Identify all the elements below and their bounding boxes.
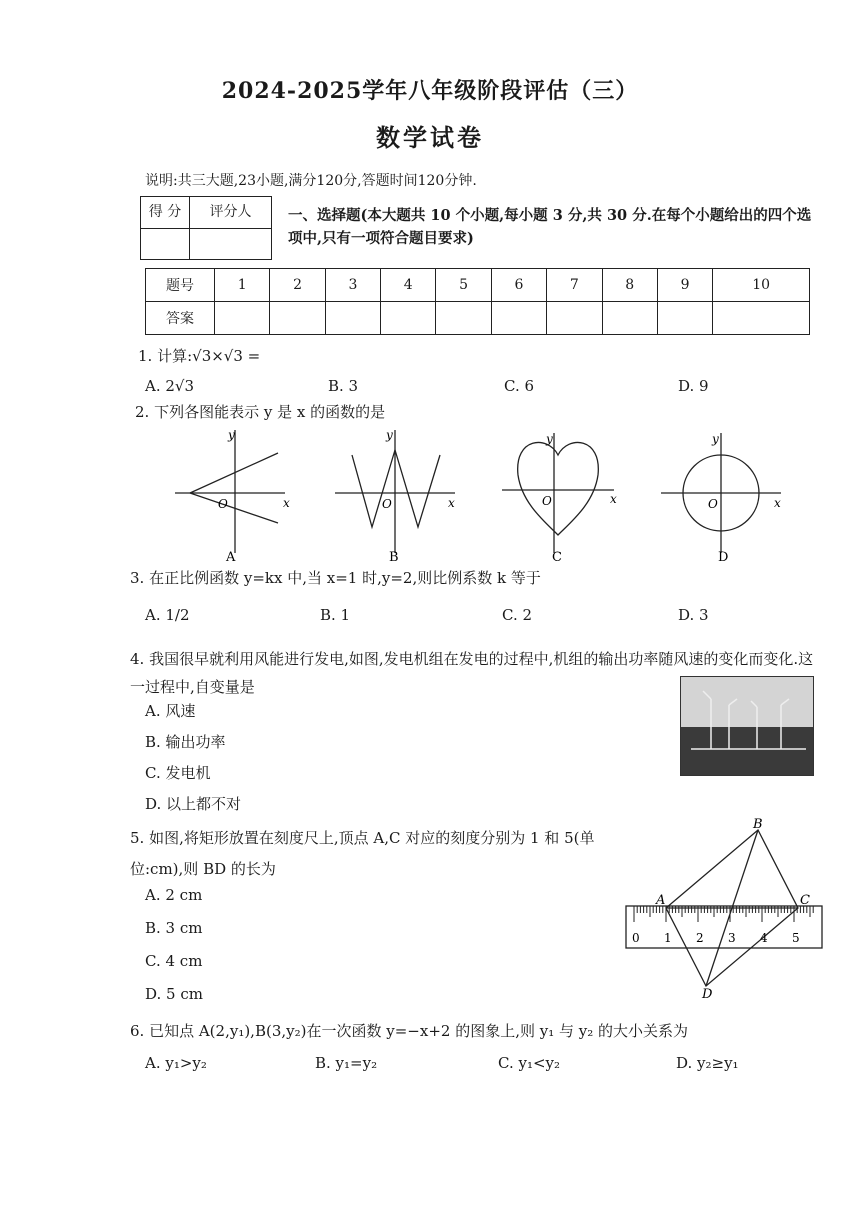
graph-a-curve [190,453,278,523]
question-1-option-a: A. 2√3 [145,377,195,395]
grader-label: 评分人 [209,204,252,220]
ruler-tick-label: 2 [696,931,704,945]
graph-d-y-label: y [712,432,719,446]
ruler-tick-label: 5 [792,931,800,945]
question-4-option-c: C. 发电机 [145,764,211,782]
vertex-b-label: B [753,818,763,832]
question-1-stem: 1. 计算:√3×√3 = [138,347,261,365]
question-5-option-b: B. 3 cm [145,919,203,937]
question-6-option-c: C. y₁<y₂ [498,1054,561,1072]
question-5-option-c: C. 4 cm [145,952,203,970]
graph-b [330,425,470,565]
question-6-option-a: A. y₁>y₂ [145,1054,207,1072]
question-4-option-a: A. 风速 [145,702,196,720]
graph-d [656,425,796,565]
question-1-option-b: B. 3 [328,377,359,395]
question-number: 1 [215,269,270,302]
question-1-option-d: D. 9 [678,377,709,395]
graph-a-label: A [226,550,236,565]
question-5-stem: 5. 如图,将矩形放置在刻度尺上,顶点 A,C 对应的刻度分别为 1 和 5(单位:cm),则 BD 的长为 [130,829,595,878]
question-number: 8 [602,269,657,302]
question-number: 5 [436,269,491,302]
question-6-option-b: B. y₁=y₂ [315,1054,378,1072]
question-6-option-d: D. y₂≥y₁ [676,1054,739,1072]
graph-d-origin-label: O [708,497,718,511]
row-label-number: 题号 [146,269,215,302]
answer-cell[interactable] [657,302,712,335]
score-box-blank-row [141,228,271,259]
exam-subtitle: 数学试卷 [376,123,484,152]
answer-cell[interactable] [713,302,810,335]
graph-c [492,425,632,565]
row-label-answer: 答案 [146,302,215,335]
exam-title: 2024-2025学年八年级阶段评估（三） [221,78,639,104]
graph-a-x-label: x [283,496,290,510]
graph-c-origin-label: O [542,494,552,508]
ruler-tick-label: 1 [664,931,672,945]
graph-b-origin-label: O [382,497,392,511]
wind-turbine-illustration [681,677,813,775]
score-box-header-row [141,197,271,229]
graph-b-label: B [389,550,399,565]
graph-a-origin-label: O [218,497,228,511]
answer-cell[interactable] [547,302,602,335]
question-number: 4 [381,269,436,302]
score-label: 得 分 [141,197,190,228]
answer-table [145,268,810,335]
answer-cell[interactable] [436,302,491,335]
answer-cell[interactable] [491,302,546,335]
graph-a-y-label: y [228,428,235,442]
answer-cell[interactable] [325,302,380,335]
graph-d-x-label: x [774,496,781,510]
question-1-option-c: C. 6 [504,377,535,395]
exam-note: 说明:共三大题,23小题,满分120分,答题时间120分钟. [145,173,477,189]
question-3-option-c: C. 2 [502,606,533,624]
vertex-d-label: D [702,987,713,1000]
question-3-stem: 3. 在正比例函数 y=kx 中,当 x=1 时,y=2,则比例系数 k 等于 [130,569,541,587]
question-6-stem: 6. 已知点 A(2,y₁),B(3,y₂)在一次函数 y=−x+2 的图象上,则 y₁ 与 y₂ 的大小关系为 [130,1022,689,1040]
section1-heading: 一、选择题(本大题共 10 个小题,每小题 3 分,共 30 分.在每个小题给出的四个选项中,只有一项符合题目要求) [288,207,812,247]
question-number: 6 [491,269,546,302]
ruler-tick-label: 0 [632,931,640,945]
question-3-option-a: A. 1/2 [145,606,190,624]
question-3-option-d: D. 3 [678,606,709,624]
question-number: 3 [325,269,380,302]
wind-turbine-photo [680,676,814,776]
question-4-stem: 4. 我国很早就利用风能进行发电,如图,发电机组在发电的过程中,机组的输出功率随风速的变化而变化.这一过程中,自变量是 [130,650,814,696]
graph-c-x-label: x [610,492,617,506]
figure-5 [620,818,824,1000]
score-box [140,196,272,260]
graph-c-label: C [552,550,562,565]
vertex-c-label: C [800,893,810,908]
question-3-option-b: B. 1 [320,606,351,624]
answer-table-answer-row [146,302,810,335]
graph-b-y-label: y [386,428,393,442]
answer-cell[interactable] [381,302,436,335]
answer-cell[interactable] [602,302,657,335]
ruler-tick-label: 4 [760,931,768,945]
question-number: 9 [657,269,712,302]
question-5-option-d: D. 5 cm [145,985,203,1003]
answer-cell[interactable] [215,302,270,335]
question-number: 7 [547,269,602,302]
ruler-tick-label: 3 [728,931,736,945]
rectangle-abcd [666,830,798,986]
question-number: 2 [270,269,325,302]
graph-b-x-label: x [448,496,455,510]
graph-b-curve [352,450,440,527]
vertex-a-label: A [656,893,666,908]
answer-table-number-row [146,269,810,302]
graph-c-y-label: y [546,432,553,446]
graph-c-curve [518,442,599,535]
score-blank [141,228,190,259]
question-4-option-d: D. 以上都不对 [145,795,242,813]
question-number: 10 [713,269,810,302]
question-5-option-a: A. 2 cm [145,886,203,904]
question-2-stem: 2. 下列各图能表示 y 是 x 的函数的是 [135,403,386,421]
question-4-option-b: B. 输出功率 [145,733,226,751]
graph-a [160,425,300,565]
graph-d-label: D [718,550,729,565]
answer-cell[interactable] [270,302,325,335]
